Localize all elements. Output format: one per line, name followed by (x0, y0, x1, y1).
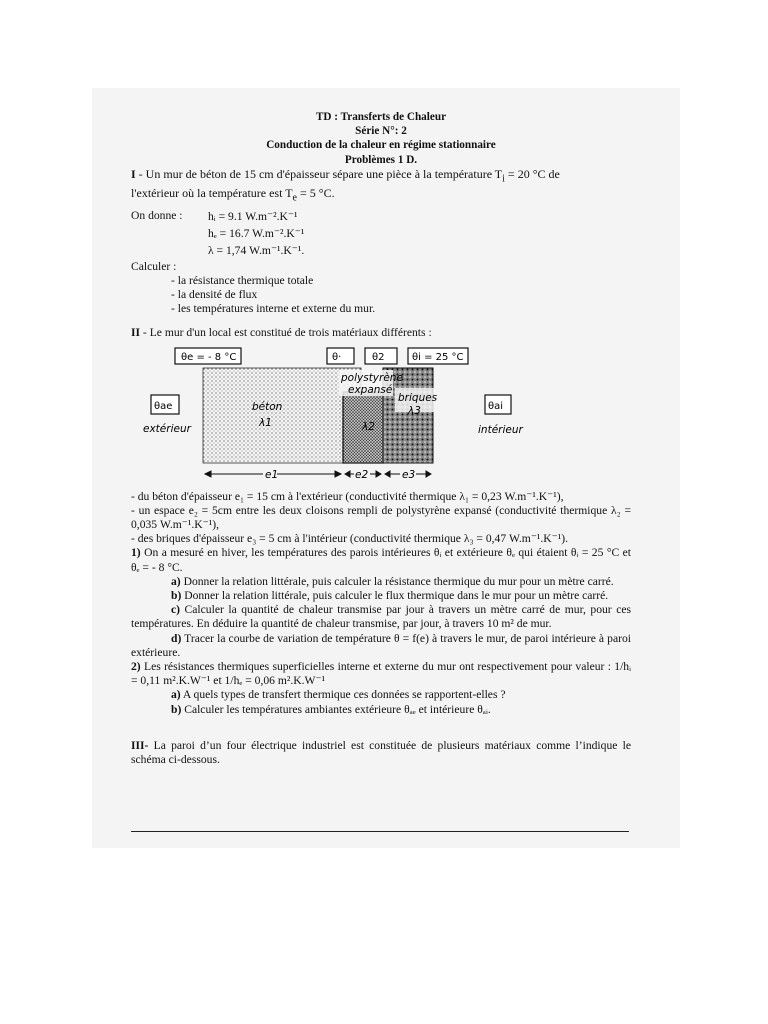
interieur-label: intérieur (478, 423, 523, 436)
theta-e-label: θe = - 8 °C (181, 351, 237, 363)
lambda3-label: λ3 (408, 404, 421, 417)
lambda2-label: λ2 (362, 420, 375, 433)
beton-layer (203, 368, 361, 463)
given-label: On donne : (131, 208, 183, 222)
problems-label: Problèmes 1 D. (344, 153, 418, 166)
wall-diagram (143, 348, 569, 484)
given-lambda: λ = 1,74 W.m⁻¹.K⁻¹. (208, 243, 305, 257)
material-beton: - du béton d'épaisseur e₁ = 15 cm à l'extérieur (conductivité thermique λ₁ = 0,23 W.m⁻¹.K⁻¹), (131, 489, 564, 503)
lambda1-label: λ1 (259, 416, 272, 429)
calc-item: - les températures interne et externe du mur. (171, 302, 376, 316)
calc-label: Calculer : (131, 259, 177, 273)
theta-ae-label: θae (154, 400, 173, 412)
given-hi: hᵢ = 9.1 W.m⁻².K⁻¹ (208, 209, 298, 223)
material-polystyrene: - un espace e₂ = 5cm entre les deux cloisons rempli de polystyrène expansé (conductivité thermique λ₂ = 0,035 W.m⁻¹.K⁻¹), (131, 503, 631, 532)
e1-label: e1 (265, 468, 279, 481)
document-header (131, 110, 631, 167)
question-1: 1) On a mesuré en hiver, les températures des parois intérieures θᵢ et extérieure θₑ qui étaient θᵢ = 25 °C et θₑ = - 8 °C. (131, 546, 631, 574)
doc-title: TD : Transferts de Chaleur (315, 111, 447, 123)
calc-list (131, 274, 631, 317)
wall-diagram-svg (143, 348, 569, 484)
e2-label: e2 (355, 468, 369, 481)
doc-subtitle: Conduction de la chaleur en régime stationnaire (266, 139, 496, 152)
expanse-label: expansé (348, 383, 393, 396)
question-1c: c) Calculer la quantité de chaleur transmise par jour à travers un mètre carré de mur, pour ces températures. En déduire la quantité de chaleur transmise, par jour, à travers 10 m² de mur. (131, 603, 631, 631)
question-2b: b) Calculer les températures ambiantes extérieure θₐₑ et intérieure θₐᵢ. (171, 702, 491, 716)
part1-statement: I - Un mur de béton de 15 cm d'épaisseur sépare une pièce à la température $T_i = 20$ °C de l'extérieur où la température est $T_e = 5$ °C. (131, 166, 560, 204)
given-he: hₑ = 16.7 W.m⁻².K⁻¹ (208, 226, 305, 240)
question-1a: a) Donner la relation littérale, puis calculer la résistance thermique du mur pour un mètre carré. (171, 574, 614, 588)
polystyrene-label: polystyrène (341, 371, 403, 384)
calc-item: - la résistance thermique totale (171, 273, 314, 287)
material-briques: - des briques d'épaisseur e₃ = 5 cm à l'intérieur (conductivité thermique λ₃ = 0,47 W.m⁻¹.K⁻¹). (131, 532, 569, 546)
part2-intro: II - Le mur d'un local est constitué de trois matériaux différents : (131, 326, 432, 340)
beton-label: béton (252, 400, 283, 413)
question-1d: d) Tracer la courbe de variation de température θ = f(e) à travers le mur, de paroi intérieure à paroi extérieure. (131, 631, 631, 659)
theta-ai-label: θai (488, 400, 504, 412)
theta-2-label: θ2 (372, 351, 385, 363)
theta-1-label: θ· (332, 351, 342, 363)
bottom-rule (131, 831, 629, 832)
given-values (131, 209, 631, 259)
question-2: 2) Les résistances thermiques superficielles interne et externe du mur ont respectivement pour valeur : 1/hᵢ = 0,11 m².K.W⁻¹ et 1/hₑ = 0,06 m².K.W⁻¹ (131, 660, 631, 688)
serie-number: Série N°: 2 (355, 125, 407, 138)
theta-i-label: θi = 25 °C (412, 351, 464, 363)
question-1b: b) Donner la relation littérale, puis calculer le flux thermique dans le mur pour un mètre carré. (171, 589, 609, 603)
part3-statement: III- La paroi d’un four électrique industriel est constituée de plusieurs matériaux comme l’indique le schéma ci-dessous. (131, 738, 631, 767)
calc-item: - la densité de flux (171, 288, 258, 301)
exterieur-label: extérieur (143, 422, 191, 435)
document-body (131, 110, 631, 767)
question-2a: a) A quels types de transfert thermique ces données se rapportent-elles ? (171, 688, 506, 702)
e3-label: e3 (402, 468, 416, 481)
briques-label: briques (398, 391, 438, 404)
dimension-arrows (205, 471, 431, 477)
